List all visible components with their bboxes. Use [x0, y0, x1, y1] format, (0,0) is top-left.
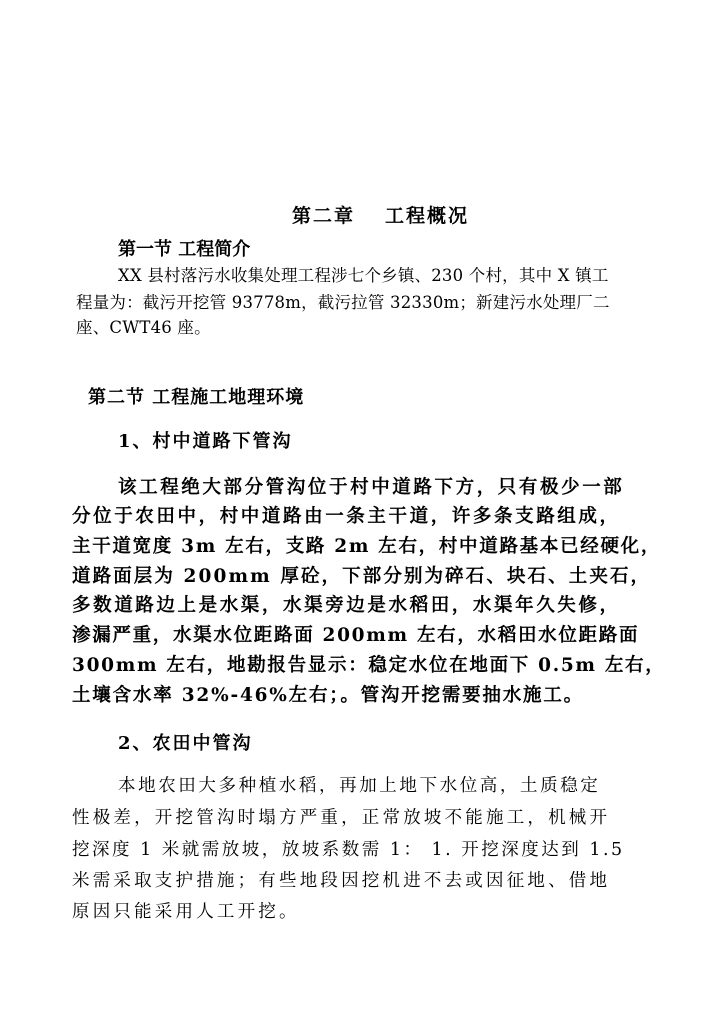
section-1-heading: 第一节 工程简介	[118, 239, 251, 260]
chapter-name: 工程概况	[385, 205, 470, 227]
subsection-2-line-2: 性极差，开挖管沟时塌方严重，正常放坡不能施工，机械开	[72, 808, 611, 828]
subsection-1-heading: 1、村中道路下管沟	[118, 431, 293, 452]
subsection-1-line-7: 300mm 左右，地勘报告显示：稳定水位在地面下 0.5m 左右，	[72, 655, 666, 676]
subsection-2-line-1: 本地农田大多种植水稻，再加上地下水位高，土质稳定	[118, 776, 601, 796]
section-2-heading: 第二节 工程施工地理环境	[88, 387, 305, 408]
subsection-1-line-8: 土壤含水率 32%-46%左右；。管沟开挖需要抽水施工。	[72, 685, 584, 706]
subsection-1-line-1: 该工程绝大部分管沟位于村中道路下方，只有极少一部	[118, 477, 625, 498]
subsection-2-heading: 2、农田中管沟	[118, 733, 253, 754]
subsection-1-line-6: 渗漏严重，水渠水位距路面 200mm 左右，水稻田水位距路面	[72, 625, 640, 646]
subsection-2-line-3: 挖深度 1 米就需放坡，放坡系数需 1： 1. 开挖深度达到 1.5	[72, 840, 625, 860]
subsection-1-line-3: 主干道宽度 3m 左右，支路 2m 左右，村中道路基本已经硬化，	[72, 536, 662, 557]
chapter-number: 第二章	[292, 205, 356, 227]
chapter-title	[292, 207, 469, 226]
subsection-2-line-4: 米需采取支护措施；有些地段因挖机进不去或因征地、借地	[72, 871, 611, 891]
section-1-line-1: XX 县村落污水收集处理工程涉七个乡镇、230 个村，其中 X 镇工	[118, 266, 609, 285]
subsection-1-line-5: 多数道路边上是水渠，水渠旁边是水稻田，水渠年久失修，	[72, 595, 621, 616]
section-1-line-3: 座、CWT46 座。	[76, 318, 211, 337]
subsection-1-line-4: 道路面层为 200mm 厚砼，下部分别为碎石、块石、土夹石，	[72, 566, 652, 587]
subsection-1-line-2: 分位于农田中，村中道路由一条主干道，许多条支路组成，	[72, 506, 621, 527]
section-1-line-2: 程量为：截污开挖管 93778m，截污拉管 32330m；新建污水处理厂二	[76, 293, 610, 312]
subsection-2-line-5: 原因只能采用人工开挖。	[72, 902, 300, 922]
